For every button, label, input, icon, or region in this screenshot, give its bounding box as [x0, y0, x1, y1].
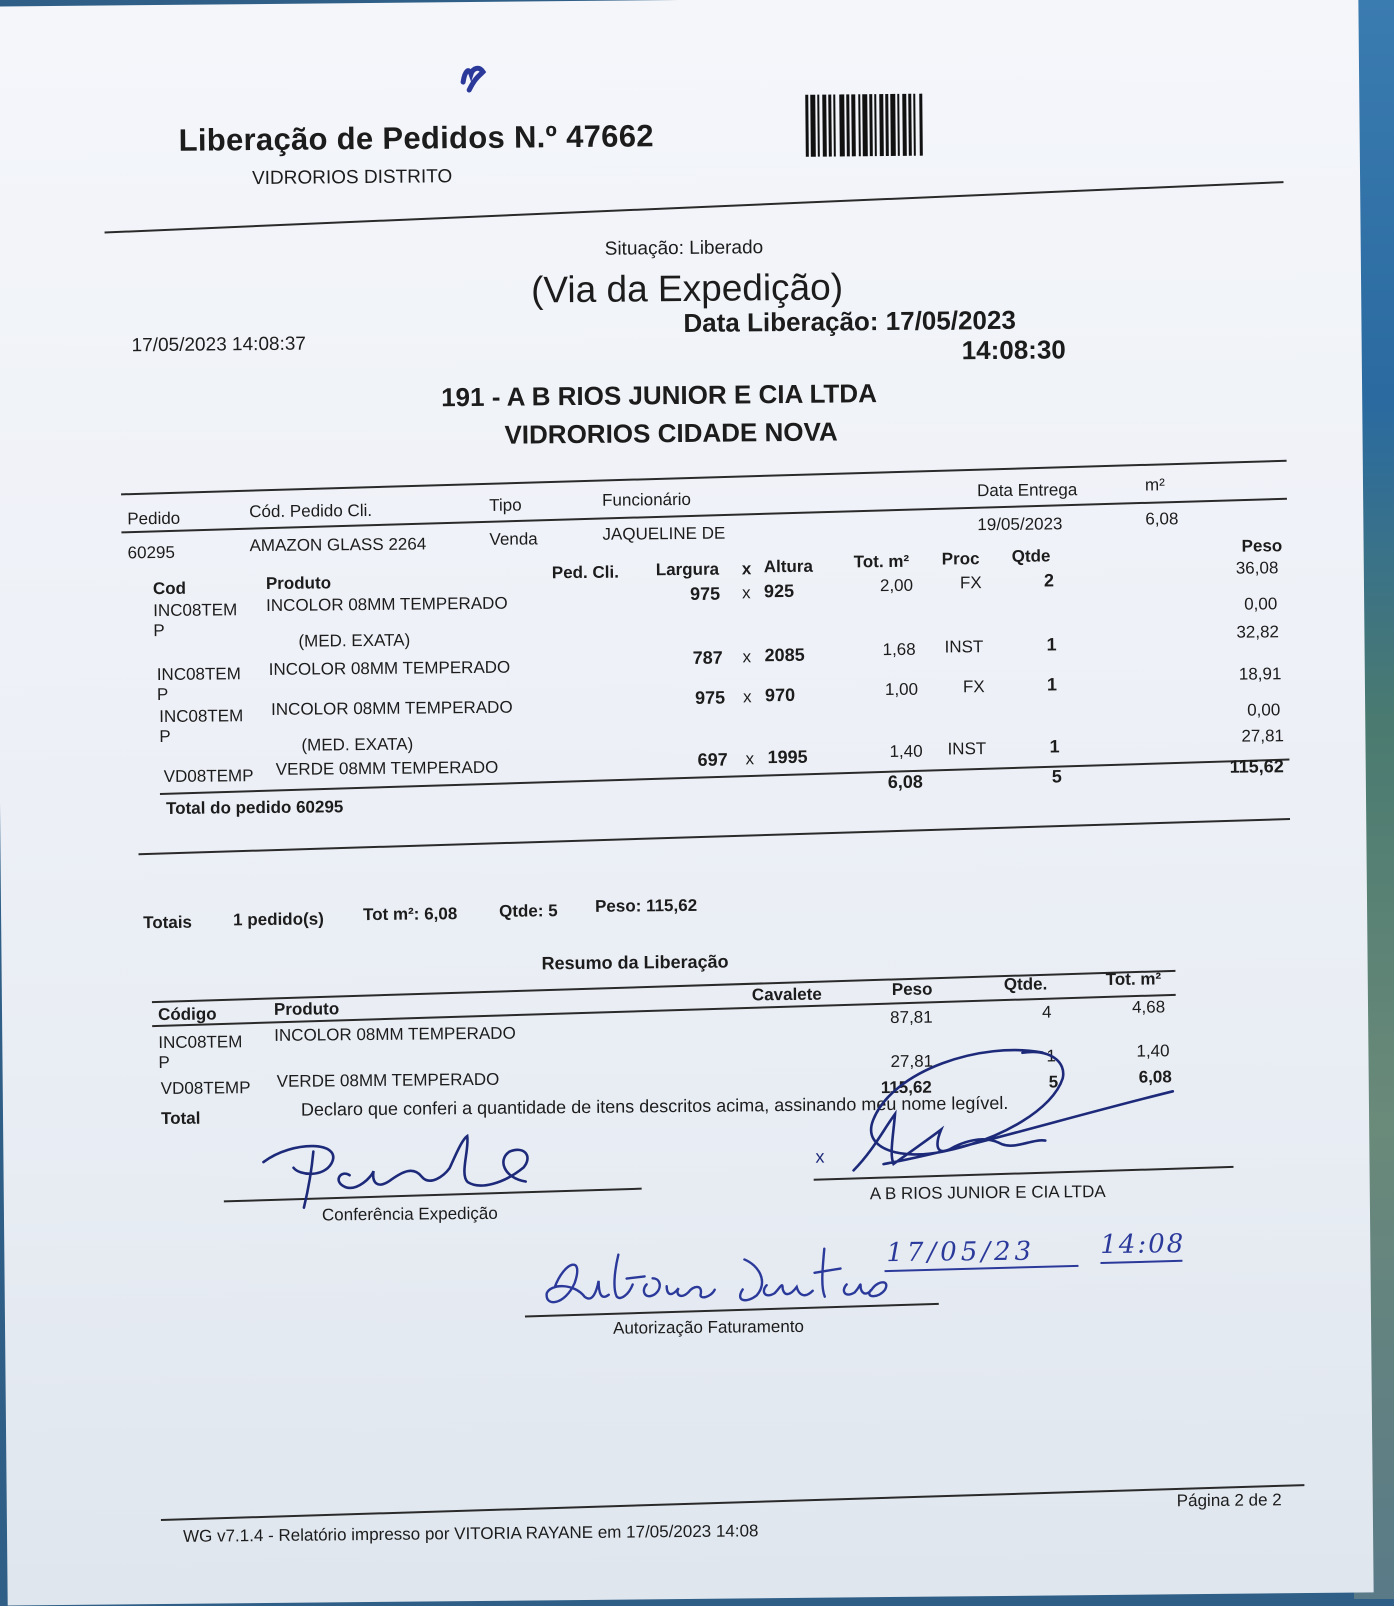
item-altura: 925	[763, 580, 795, 602]
item-cod-suffix: P	[159, 726, 171, 747]
item-proc: FX	[962, 677, 985, 697]
summary-total-qtde: 5	[1048, 1072, 1059, 1092]
summary-cod-suffix: P	[158, 1052, 170, 1073]
summary-tot-m2: 4,68	[1131, 997, 1166, 1017]
client-name: 191 - A B RIOS JUNIOR E CIA LTDA	[440, 378, 878, 413]
totals-qtde: Qtde: 5	[498, 901, 558, 921]
summary-col-qtde: Qtde.	[1003, 974, 1048, 994]
summary-col-codigo: Código	[157, 1004, 217, 1025]
item-produto: INCOLOR 08MM TEMPERADO	[268, 657, 511, 679]
summary-col-tot-m2: Tot. m²	[1105, 969, 1162, 989]
item-x: x	[741, 583, 751, 603]
totals-m2: Tot m²: 6,08	[362, 904, 458, 925]
item-x: x	[745, 749, 755, 769]
declaration-text: Declaro que conferi a quantidade de itens descritos acima, assinando meu nome legível.	[300, 1092, 1009, 1120]
ink-mark	[455, 60, 495, 104]
item-produto: VERDE 08MM TEMPERADO	[275, 757, 499, 779]
via-label: (Via da Expedição)	[530, 266, 844, 311]
col-altura: Altura	[763, 556, 813, 577]
col-cod-pedido-cli: Cód. Pedido Cli.	[249, 500, 373, 522]
client-store: VIDRORIOS CIDADE NOVA	[504, 416, 838, 450]
data-liberacao: Data Liberação: 17/05/2023	[683, 304, 1016, 338]
item-qtde: 1	[1046, 634, 1057, 655]
item-cod: INC08TEM	[159, 706, 244, 727]
tipo-value: Venda	[489, 529, 538, 549]
col-pedido: Pedido	[127, 508, 181, 529]
item-cod: INC08TEM	[156, 664, 241, 685]
handwritten-time: 14:08	[1100, 1229, 1186, 1261]
col-data-entrega: Data Entrega	[976, 480, 1078, 501]
item-peso: 32,82	[1236, 622, 1280, 642]
col-peso: Peso	[1241, 536, 1283, 556]
item-largura: 787	[692, 647, 723, 668]
m2-value: 6,08	[1145, 509, 1179, 529]
summary-total-label: Total	[160, 1108, 201, 1129]
summary-title: Resumo da Liberação	[541, 951, 729, 974]
col-produto: Produto	[265, 573, 332, 593]
item-tot-m2: 1,40	[889, 741, 923, 762]
col-x: x	[741, 559, 752, 579]
autorizacao-label: Autorização Faturamento	[612, 1316, 805, 1338]
item-proc: FX	[959, 573, 982, 593]
item-peso: 27,81	[1241, 726, 1285, 746]
col-largura: Largura	[655, 559, 720, 580]
handwritten-date: 17/05/23	[886, 1236, 1036, 1269]
item-qtde: 1	[1049, 736, 1060, 757]
summary-cod: INC08TEM	[158, 1032, 243, 1053]
funcionario-value: JAQUELINE DE	[602, 523, 726, 544]
item-largura: 975	[689, 583, 721, 604]
page-title: Liberação de Pedidos N.º 47662	[178, 118, 654, 158]
item-cod: INC08TEM	[153, 600, 238, 621]
totals-pedidos: 1 pedido(s)	[233, 909, 324, 930]
cod-pedido-cli: AMAZON GLASS 2264	[249, 534, 427, 556]
item-qtde: 2	[1043, 570, 1055, 591]
item-proc: INST	[947, 739, 987, 759]
item-qtde: 1	[1046, 674, 1058, 695]
order-total-qtde: 5	[1051, 766, 1062, 787]
summary-col-cavalete: Cavalete	[751, 984, 822, 1005]
col-proc: Proc	[941, 549, 980, 569]
summary-produto: VERDE 08MM TEMPERADO	[276, 1069, 500, 1091]
item-x: x	[742, 687, 752, 707]
item-altura: 1995	[767, 746, 808, 768]
item-x: x	[742, 647, 752, 667]
item-peso-extra: 0,00	[1247, 700, 1281, 720]
col-tipo: Tipo	[489, 495, 522, 515]
printed-datetime: 17/05/2023 14:08:37	[131, 333, 307, 357]
data-liberacao-time: 14:08:30	[961, 334, 1066, 366]
summary-total-peso: 115,62	[880, 1077, 932, 1098]
pedido-number: 60295	[127, 542, 175, 563]
signature-client	[822, 1037, 1183, 1190]
order-total-label: Total do pedido 60295	[165, 797, 344, 818]
item-largura: 697	[697, 749, 728, 770]
item-altura: 970	[764, 684, 796, 706]
item-tot-m2: 1,68	[882, 639, 916, 660]
item-cod-suffix: P	[153, 620, 165, 641]
totals-peso: Peso: 115,62	[594, 895, 698, 916]
divider	[161, 1484, 1305, 1520]
barcode-bar	[922, 94, 925, 156]
item-produto: INCOLOR 08MM TEMPERADO	[271, 697, 513, 719]
order-total-peso: 115,62	[1229, 756, 1284, 777]
signature-autorizacao	[534, 1228, 915, 1322]
divider	[121, 460, 1287, 495]
summary-tot-m2: 1,40	[1136, 1041, 1170, 1061]
summary-qtde: 4	[1041, 1002, 1052, 1022]
client-mark: x	[815, 1146, 825, 1167]
item-peso: 18,91	[1238, 664, 1282, 684]
data-entrega-value: 19/05/2023	[977, 514, 1063, 535]
col-ped-cli: Ped. Cli.	[551, 562, 619, 583]
item-cod: VD08TEMP	[163, 766, 254, 786]
item-proc: INST	[944, 637, 984, 657]
item-tot-m2: 1,00	[884, 679, 919, 700]
totals-label: Totais	[143, 912, 193, 933]
barcode	[805, 93, 1012, 157]
handwritten-underline	[1100, 1260, 1182, 1264]
item-peso-extra: 0,00	[1244, 594, 1278, 614]
order-total-m2: 6,08	[887, 771, 923, 793]
col-tot-m2: Tot. m²	[853, 551, 910, 572]
summary-peso: 87,81	[890, 1007, 933, 1028]
summary-col-peso: Peso	[891, 979, 933, 1000]
client-signature-label: A B RIOS JUNIOR E CIA LTDA	[869, 1181, 1106, 1204]
signature-conferencia	[253, 1129, 574, 1212]
summary-peso: 27,81	[890, 1051, 934, 1072]
summary-cod: VD08TEMP	[160, 1078, 251, 1099]
company-name: VIDRORIOS DISTRITO	[251, 166, 453, 190]
col-funcionario: Funcionário	[602, 489, 692, 510]
item-peso: 36,08	[1235, 558, 1279, 578]
summary-total-m2: 6,08	[1138, 1067, 1172, 1087]
item-obs: (MED. EXATA)	[298, 630, 411, 651]
item-produto: INCOLOR 08MM TEMPERADO	[266, 593, 508, 615]
page-number: Página 2 de 2	[1176, 1490, 1282, 1511]
col-cod: Cod	[152, 578, 187, 599]
item-obs: (MED. EXATA)	[301, 734, 414, 755]
item-largura: 975	[694, 687, 726, 708]
conferencia-label: Conferência Expedição	[321, 1203, 498, 1225]
col-m2: m²	[1144, 475, 1165, 495]
col-qtde: Qtde	[1011, 546, 1051, 566]
situacao-status: Situação: Liberado	[604, 237, 764, 260]
divider	[138, 818, 1290, 855]
footer-printed-by: WG v7.1.4 - Relatório impresso por VITORIA RAYANE em 17/05/2023 14:08	[182, 1521, 759, 1546]
summary-col-produto: Produto	[273, 999, 340, 1019]
item-tot-m2: 2,00	[879, 575, 914, 596]
item-cod-suffix: P	[156, 684, 169, 705]
summary-qtde: 1	[1046, 1046, 1057, 1066]
item-altura: 2085	[764, 644, 805, 666]
summary-produto: INCOLOR 08MM TEMPERADO	[274, 1023, 516, 1045]
